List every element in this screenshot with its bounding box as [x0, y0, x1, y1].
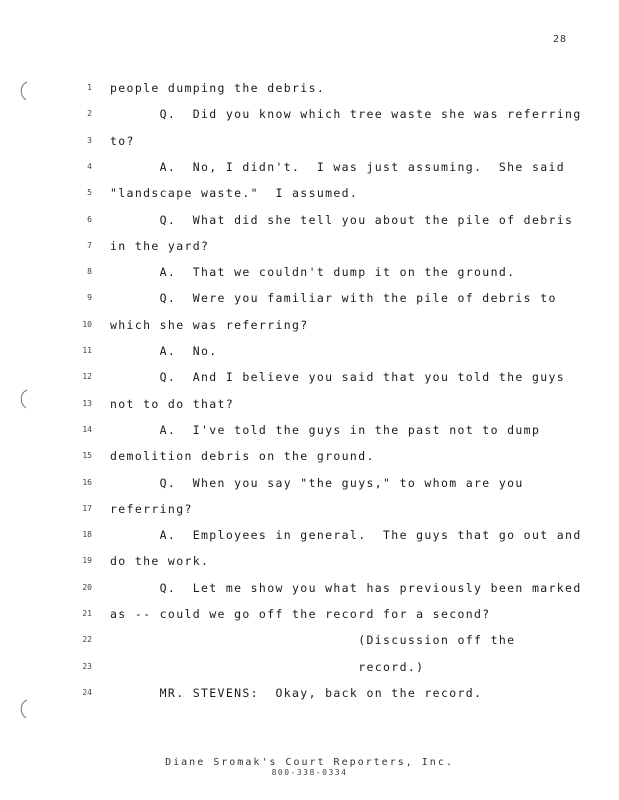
line-number: 14 [82, 424, 92, 434]
line-number: 2 [87, 109, 92, 119]
line-text: Q. Did you know which tree waste she was referring [110, 107, 582, 122]
line-text: A. No, I didn't. I was just assuming. She said [110, 159, 566, 174]
line-text: demolition debris on the ground. [110, 449, 375, 464]
transcript-line [0, 631, 619, 649]
line-number: 17 [82, 503, 92, 513]
line-number: 12 [82, 372, 92, 382]
transcript-line [0, 237, 619, 255]
line-number: 18 [82, 530, 92, 540]
transcript-line [0, 211, 619, 229]
transcript-line [0, 421, 619, 439]
line-number: 16 [82, 477, 92, 487]
transcript-line [0, 552, 619, 570]
line-text: Q. What did she tell you about the pile of debris [110, 212, 574, 227]
transcript-line [0, 474, 619, 492]
transcript-line [0, 395, 619, 413]
line-number: 21 [82, 609, 92, 618]
line-number: 15 [82, 451, 92, 461]
line-text: Q. Were you familiar with the pile of debris to [110, 291, 557, 306]
line-text: Q. When you say "the guys," to whom are you [110, 475, 524, 490]
transcript-line [0, 158, 619, 176]
line-text: not to do that? [110, 396, 235, 411]
line-text: Q. Let me show you what has previously been marked [110, 580, 582, 595]
line-text: in the yard? [110, 238, 210, 253]
line-number: 24 [82, 687, 92, 697]
line-number: 22 [82, 635, 92, 645]
transcript-line [0, 526, 619, 544]
line-number: 7 [87, 240, 92, 250]
line-number: 23 [82, 661, 92, 671]
line-number: 6 [87, 214, 92, 224]
line-text: A. I've told the guys in the past not to dump [110, 422, 541, 437]
page-number: 28 [552, 34, 567, 45]
line-text: as -- could we go off the record for a second? [110, 607, 491, 621]
transcript-line [0, 447, 619, 465]
transcript-line [0, 658, 619, 676]
transcript-line [0, 605, 619, 623]
line-text: to? [110, 133, 135, 148]
transcript-line [0, 579, 619, 597]
line-number: 13 [82, 398, 92, 408]
line-number: 11 [82, 346, 92, 355]
transcript-line [0, 500, 619, 518]
line-number: 1 [87, 83, 92, 92]
line-text: record.) [110, 659, 425, 674]
transcript-line [0, 184, 619, 202]
transcript-line [0, 79, 619, 97]
transcript-line [0, 684, 619, 702]
line-number: 3 [87, 135, 92, 145]
line-number: 20 [82, 582, 92, 592]
line-number: 8 [87, 267, 92, 277]
transcript-line [0, 132, 619, 150]
transcript-line [0, 342, 619, 360]
line-text: MR. STEVENS: Okay, back on the record. [110, 685, 483, 700]
line-text: Q. And I believe you said that you told the guys [110, 370, 566, 385]
transcript-line [0, 368, 619, 386]
line-number: 10 [82, 319, 92, 329]
line-text: which she was referring? [110, 317, 309, 332]
line-text: referring? [110, 501, 193, 516]
line-text: A. Employees in general. The guys that go out and [110, 528, 582, 543]
line-number: 19 [82, 556, 92, 566]
footer-phone: 800-338-0334 [271, 768, 348, 777]
line-number: 9 [87, 293, 92, 303]
footer-company: Diane Sromak's Court Reporters, Inc. [165, 757, 454, 768]
line-text: A. That we couldn't dump it on the ground. [110, 265, 516, 280]
transcript-line [0, 316, 619, 334]
line-text: "landscape waste." I assumed. [110, 186, 359, 201]
line-number: 4 [87, 161, 92, 171]
transcript-line [0, 289, 619, 307]
transcript-line [0, 105, 619, 123]
line-text: A. No. [110, 344, 218, 358]
line-text: do the work. [110, 554, 210, 569]
line-number: 5 [87, 188, 92, 198]
line-text: (Discussion off the [110, 633, 516, 648]
transcript-line [0, 263, 619, 281]
line-text: people dumping the debris. [110, 81, 326, 95]
